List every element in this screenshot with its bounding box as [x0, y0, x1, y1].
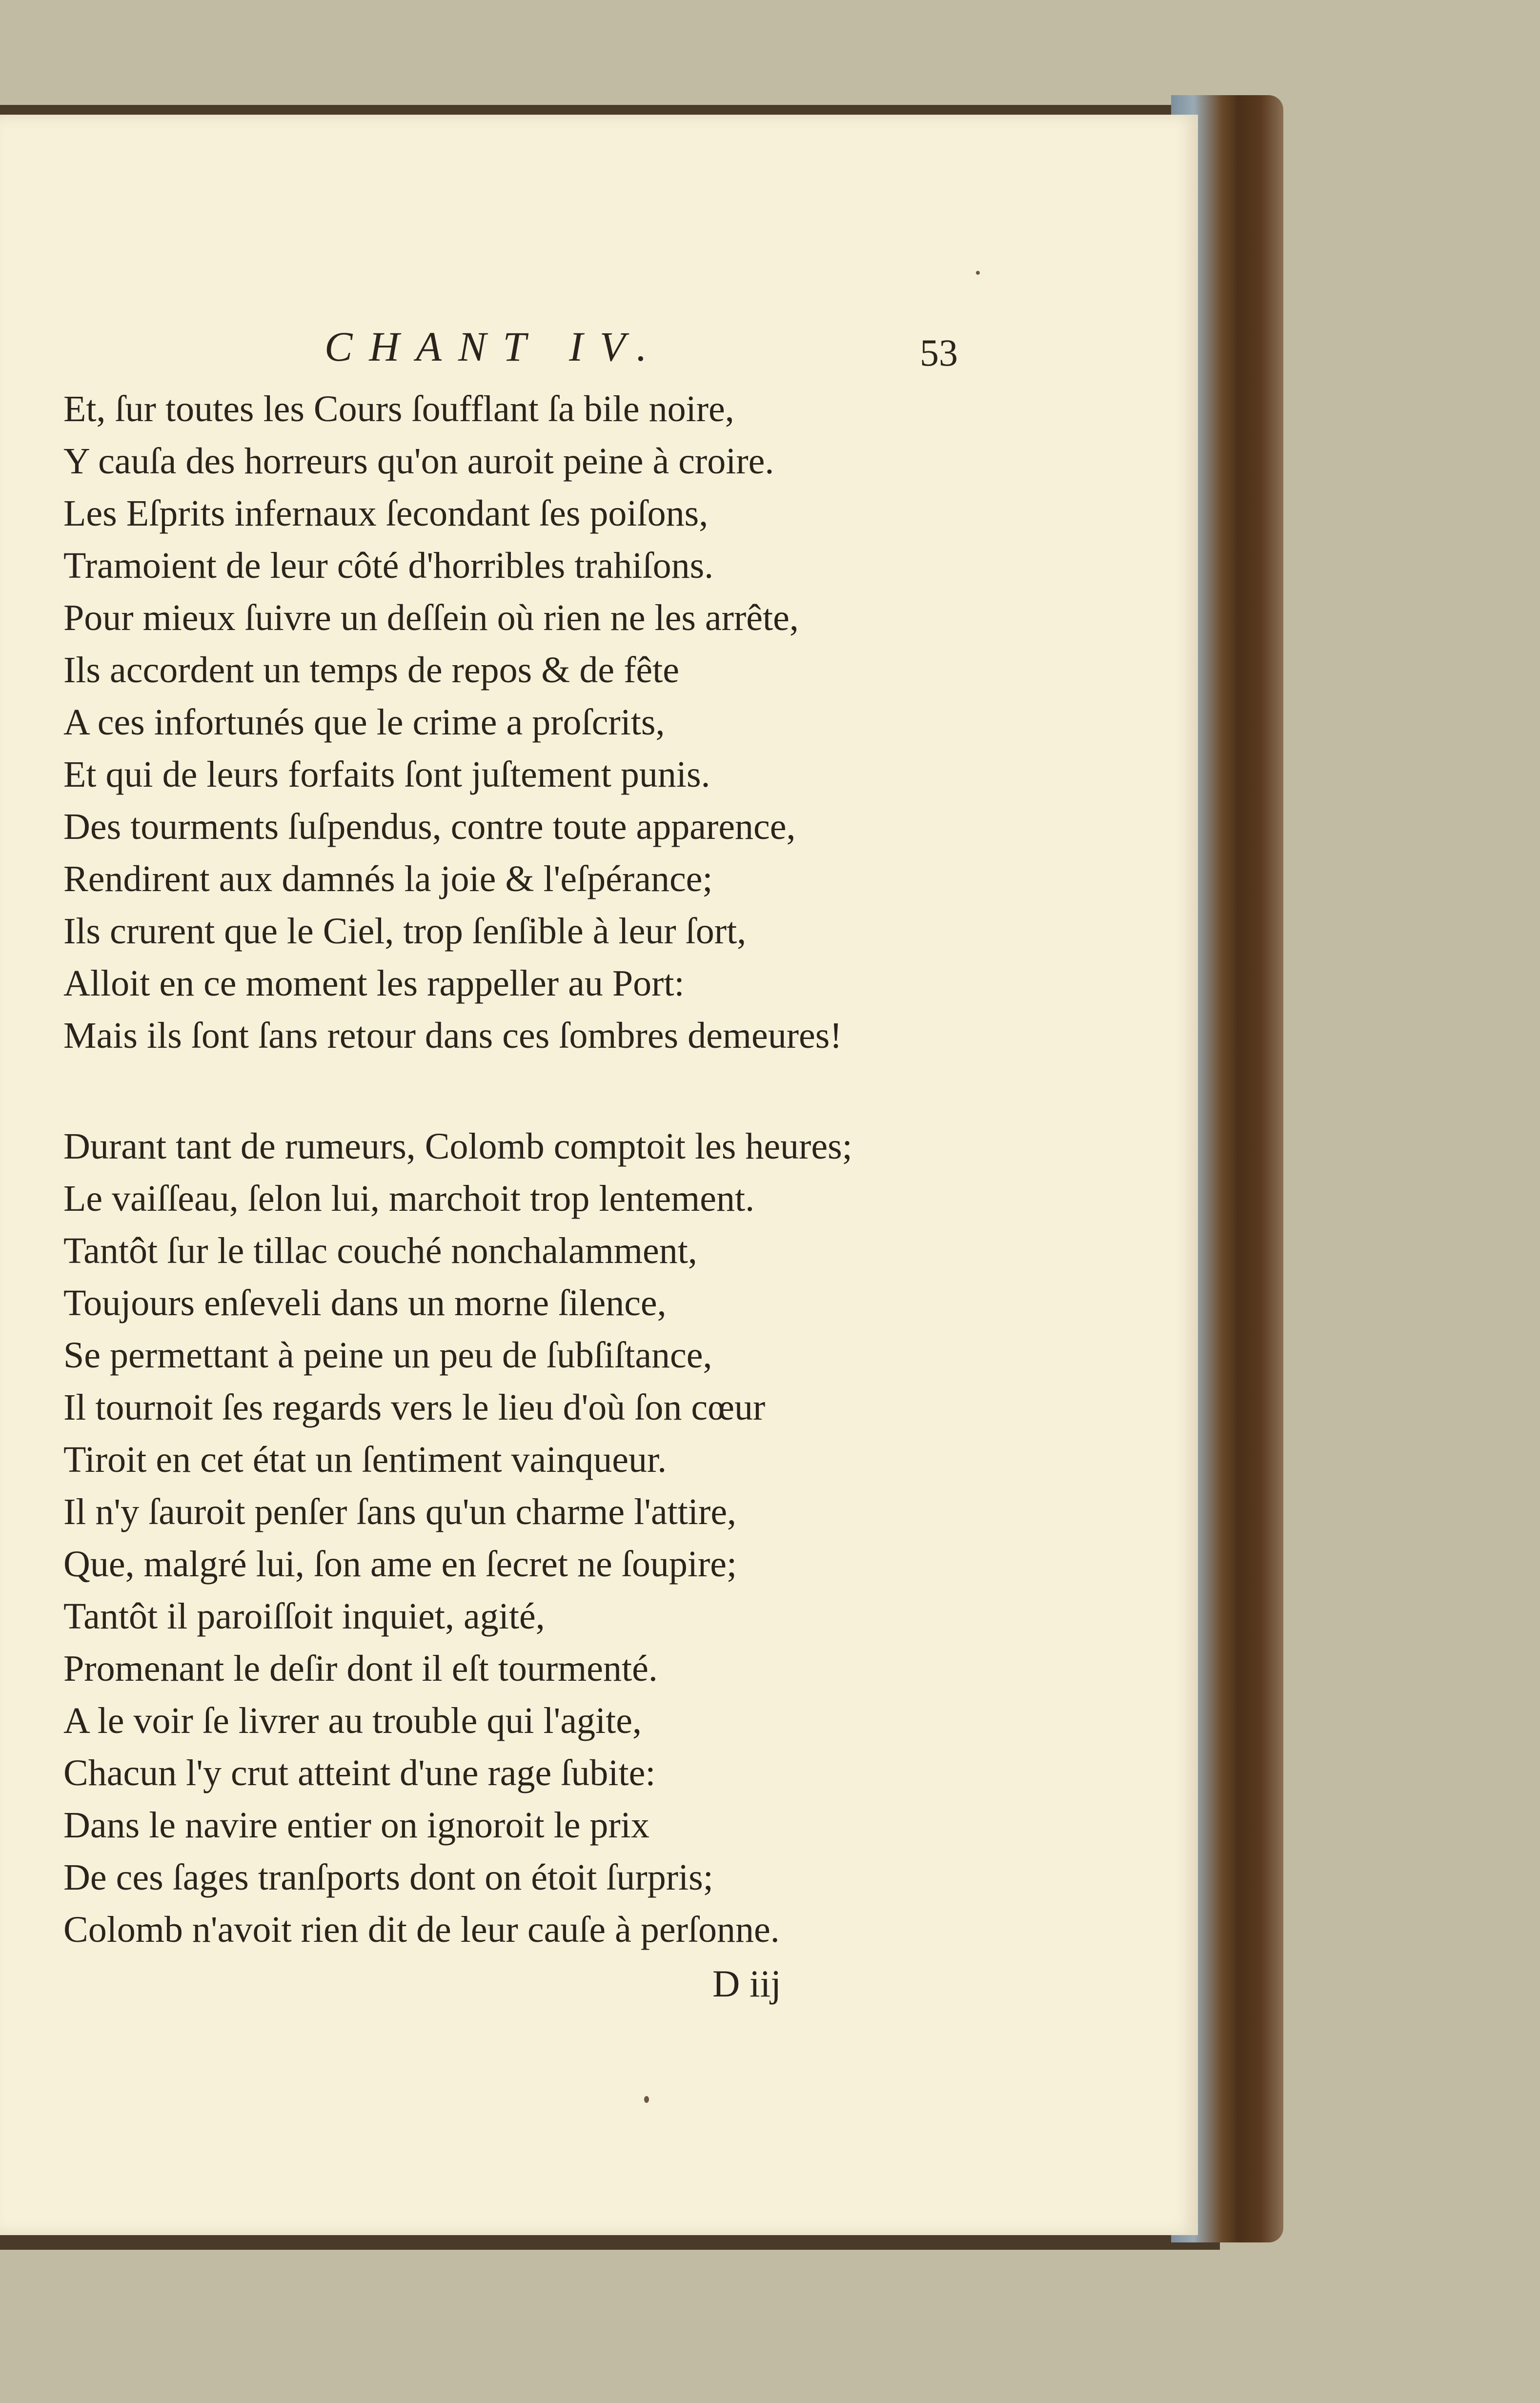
verse-line: Tiroit en cet état un ſentiment vainqueur. — [63, 1439, 667, 1480]
verse-line: Se permettant à peine un peu de ſubſiſtance, — [63, 1335, 712, 1376]
verse-line: Et, ſur toutes les Cours ſoufflant ſa bile noire, — [63, 388, 734, 429]
verse-line: Colomb n'avoit rien dit de leur cauſe à perſonne. — [63, 1909, 780, 1950]
verse-line: Rendirent aux damnés la joie & l'eſpérance; — [63, 858, 713, 899]
verse-line: Dans le navire entier on ignoroit le prix — [63, 1805, 649, 1846]
paper-speck — [644, 2096, 649, 2103]
verse-line: Il tournoit ſes regards vers le lieu d'où ſon cœur — [63, 1387, 766, 1428]
verse-line: Il n'y ſauroit penſer ſans qu'un charme l'attire, — [63, 1491, 737, 1532]
verse-line: Alloit en ce moment les rappeller au Port: — [63, 963, 685, 1004]
signature-mark: D iij — [712, 1962, 781, 2005]
verse-line: A le voir ſe livrer au trouble qui l'agite, — [63, 1700, 642, 1741]
verse-line-opening: Durant tant de rumeurs, Colomb comptoit les heures; — [63, 1126, 852, 1167]
stanza-1 — [63, 383, 991, 1062]
verse-line: Ils crurent que le Ciel, trop ſenſible à leur ſort, — [63, 911, 747, 952]
verse-line: Tramoient de leur côté d'horribles trahiſons. — [63, 545, 714, 586]
running-title: CHANT IV. — [324, 323, 664, 370]
verse-line: Toujours enſeveli dans un morne ſilence, — [63, 1283, 667, 1324]
page-number: 53 — [920, 331, 958, 374]
verse-line: Ils accordent un temps de repos & de fête — [63, 650, 679, 691]
verse-line: Et qui de leurs forfaits ſont juſtement punis. — [63, 754, 710, 795]
verse-line: Les Eſprits infernaux ſecondant ſes poiſons, — [63, 493, 709, 534]
verse-line: Tantôt il paroiſſoit inquiet, agité, — [63, 1596, 545, 1637]
verse-line: Pour mieux ſuivre un deſſein où rien ne les arrête, — [63, 597, 799, 638]
verse-line: A ces infortunés que le crime a proſcrits, — [63, 702, 665, 743]
verse-line: De ces ſages tranſports dont on étoit ſurpris; — [63, 1857, 713, 1898]
verse-line: Y cauſa des horreurs qu'on auroit peine à croire. — [63, 441, 774, 482]
paper-speck — [976, 271, 980, 275]
verse-line: Des tourments ſuſpendus, contre toute apparence, — [63, 806, 796, 847]
verse-line: Tantôt ſur le tillac couché nonchalamment, — [63, 1230, 697, 1271]
running-header — [0, 322, 1198, 381]
stanza-2 — [63, 1120, 991, 1956]
verse-line: Le vaiſſeau, ſelon lui, marchoit trop lentement. — [63, 1178, 755, 1219]
poem-text — [63, 383, 991, 1956]
verse-line: Chacun l'y crut atteint d'une rage ſubite: — [63, 1752, 656, 1793]
verse-line: Mais ils ſont ſans retour dans ces ſombres demeures! — [63, 1015, 842, 1056]
verse-line: Que, malgré lui, ſon ame en ſecret ne ſoupire; — [63, 1544, 737, 1585]
verse-line: Promenant le deſir dont il eſt tourmenté. — [63, 1648, 658, 1689]
